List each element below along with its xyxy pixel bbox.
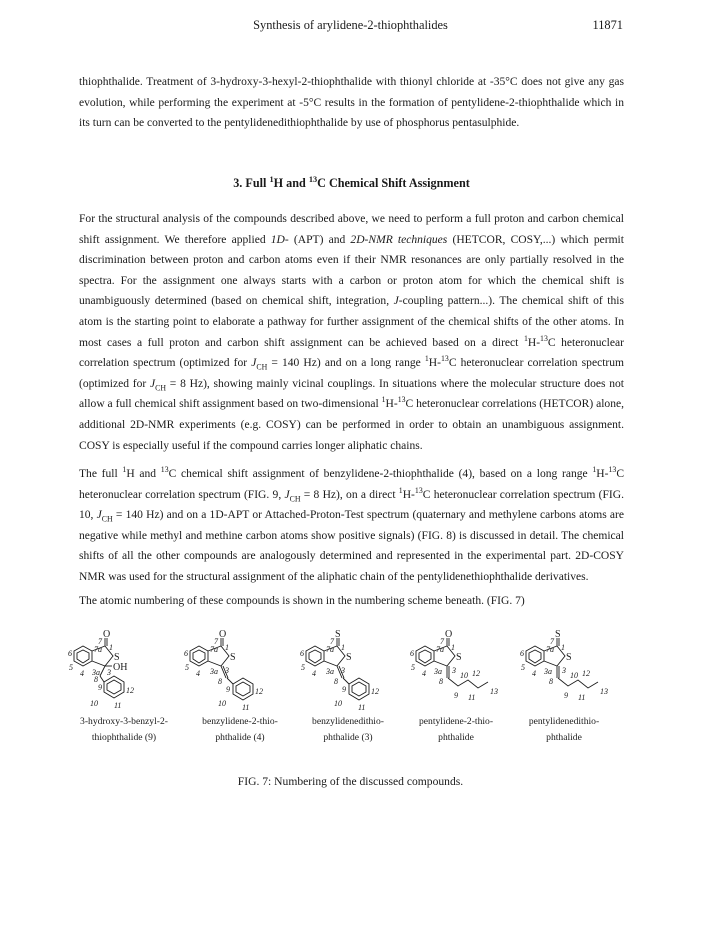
numbering-scheme-figure	[68, 628, 648, 712]
heading-text: C Chemical Shift Assignment	[317, 176, 470, 190]
caption-line: benzylidenedithio-	[312, 716, 384, 727]
atom-label: 7	[550, 637, 554, 646]
caption-line: phthalide	[438, 732, 474, 743]
atom-label: 7a	[326, 645, 334, 654]
atom-S: S	[230, 652, 236, 663]
heading-text: 3. Full	[233, 176, 270, 190]
compound-caption	[400, 714, 512, 746]
atom-label: 13	[600, 687, 608, 696]
atom-label: 9	[342, 685, 346, 694]
atom-label: 8	[334, 677, 338, 686]
atom-S: S	[335, 629, 341, 640]
atom-label: 5	[301, 663, 305, 672]
text-run: H and	[126, 468, 161, 480]
atom-label: 3	[225, 666, 229, 675]
atom-label: 7	[330, 637, 334, 646]
atom-label: 7	[440, 637, 444, 646]
atom-label: 4	[422, 669, 426, 678]
atom-label: 7	[214, 637, 218, 646]
atom-label: 10	[90, 699, 98, 708]
atom-label: 6	[410, 649, 414, 658]
text-run: The atomic numbering of these compounds is shown in the numbering scheme beneath. (FIG. 7)	[79, 595, 525, 607]
sup-run: 1	[523, 333, 528, 343]
atom-label: 8	[549, 677, 553, 686]
compound-caption	[292, 714, 404, 746]
atom-label: 8	[439, 677, 443, 686]
atom-label: 1	[109, 643, 113, 652]
italic-run: J	[284, 488, 290, 501]
sup-run: 13	[397, 395, 406, 405]
atom-label: 7	[98, 637, 102, 646]
intro-paragraph	[79, 72, 624, 134]
atom-label: 13	[490, 687, 498, 696]
atom-label: 11	[468, 693, 476, 702]
atom-label: 7a	[210, 645, 218, 654]
atom-label: 3	[341, 666, 345, 675]
atom-label: 10	[218, 699, 226, 708]
caption-line: phthalide (3)	[323, 732, 373, 743]
atom-S: S	[456, 652, 462, 663]
italic-run: J	[393, 295, 399, 308]
atom-label: 6	[184, 649, 188, 658]
italic-run: J	[251, 357, 257, 370]
text-run: H-	[428, 357, 441, 370]
sup-run: 1	[592, 465, 597, 475]
text-run: H-	[596, 468, 609, 480]
sub-run: CH	[155, 383, 167, 393]
atom-label: 3	[107, 668, 111, 677]
atom-OH: OH	[113, 662, 128, 673]
atom-label: 6	[68, 649, 72, 658]
italic-run: 1D-	[270, 233, 289, 246]
atom-label: 8	[218, 677, 222, 686]
caption-line: pentylidenedithio-	[528, 716, 600, 727]
atom-label: 7a	[436, 645, 444, 654]
atom-label: 3a	[92, 668, 100, 677]
text-run: = 8 Hz), showing mainly vicinal couplings. In situations where the molecular structure does not allow a full chemical shift assignment based on two-dimensional	[79, 377, 624, 411]
atom-label: 1	[341, 643, 345, 652]
paragraph-methods	[79, 209, 624, 456]
atom-label: 12	[472, 669, 480, 678]
sup-run: 13	[414, 485, 423, 495]
atom-label: 4	[312, 669, 316, 678]
atom-label: 9	[226, 685, 230, 694]
atom-label: 1	[225, 643, 229, 652]
atom-label: 9	[98, 683, 102, 692]
caption-line: phthalide (4)	[215, 732, 265, 743]
sup-run: 13	[160, 465, 169, 475]
atom-label: 6	[300, 649, 304, 658]
sub-run: CH	[256, 362, 268, 372]
paragraph-numbering	[79, 591, 624, 612]
atom-label: 12	[126, 686, 134, 695]
atom-label: 6	[520, 649, 524, 658]
running-title: Synthesis of arylidene-2-thiophthalides	[253, 18, 448, 32]
atom-label: 4	[196, 669, 200, 678]
sub-run: CH	[101, 514, 113, 524]
atom-label: 7a	[94, 645, 102, 654]
atom-label: 3a	[544, 667, 552, 676]
text-run: C heteronuclear correlation spectrum (optimized for	[79, 336, 624, 370]
text-run: C heteronuclear correlation spectrum (FIG. 9,	[79, 468, 625, 501]
caption-line: phthalide	[546, 732, 582, 743]
italic-run: J	[150, 377, 156, 390]
atom-label: 5	[69, 663, 73, 672]
section-heading	[79, 176, 624, 191]
atom-label: 8	[94, 675, 98, 684]
atom-S: S	[346, 652, 352, 663]
sup-run: 1	[398, 485, 403, 495]
atom-label: 9	[454, 691, 458, 700]
text-run: C heteronuclear correlation spectrum (FIG. 10,	[79, 488, 624, 522]
atom-label: 1	[451, 643, 455, 652]
caption-line: thiophthalide (9)	[91, 732, 157, 743]
sup-run: 13	[608, 465, 617, 475]
caption-line: benzylidene-2-thio-	[202, 716, 278, 727]
structures-svg	[68, 628, 648, 712]
compound-caption	[508, 714, 620, 746]
atom-label: 12	[582, 669, 590, 678]
atom-S: S	[566, 652, 572, 663]
text-run: For the structural analysis of the compounds described above, we need to perform a full proton and carbon chemical shift assignment. We therefore applied	[79, 213, 624, 246]
sub-run: CH	[289, 493, 301, 503]
atom-label: 12	[371, 687, 379, 696]
paragraph-assignment	[79, 464, 624, 588]
atom-label: 4	[532, 669, 536, 678]
atom-label: 1	[561, 643, 565, 652]
caption-line: pentylidene-2-thio-	[418, 716, 494, 727]
text-run: = 140 Hz) and on a 1D-APT or Attached-Proton-Test spectrum (quaternary and methylene carbons atoms are negative while methyl and methine carbon atoms show positive signals) (FIG. 8) is discussed in detail. The chemical shifts of all the other compounds are analogously determined and represented in the experimental part. 2D-COSY NMR was used for the structural assignment of the aliphatic chain of the pentylidenethiophthalide derivatives.	[79, 509, 625, 583]
page-number: 11871	[592, 18, 623, 32]
atom-label: 11	[242, 703, 250, 712]
atom-label: 5	[521, 663, 525, 672]
text-run: = 8 Hz), on a direct	[300, 488, 399, 501]
caption-line: 3-hydroxy-3-benzyl-2-	[80, 716, 168, 727]
atom-label: 7a	[546, 645, 554, 654]
atom-O: O	[219, 629, 227, 640]
text-run: -coupling pattern...). The chemical shift of this atom is the starting point to elaborate a pathway for further assignment of the chemical shifts of the other atoms. In most cases a full proton and carbon shift assignment can be achieved based on a direct	[79, 295, 624, 349]
atom-label: 3	[452, 666, 456, 675]
compound-caption	[184, 714, 296, 746]
italic-run: J	[96, 509, 102, 522]
atom-O: O	[103, 629, 111, 640]
atom-S: S	[114, 652, 120, 663]
atom-label: 3a	[326, 667, 334, 676]
text-run: H-	[402, 488, 415, 501]
sup-run: 1	[122, 465, 127, 475]
intro-text: thiophthalide. Treatment of 3-hydroxy-3-hexyl-2-thiophthalide with thionyl chloride at -35°C does not give any gas evolution, while performing the experiment at -5°C results in the formation of pentylidene-2-thiophthalide which in its turn can be converted to the pentylidenedithiophthalide by use of phosphorus pentasulphide.	[79, 76, 624, 130]
atom-label: 5	[185, 663, 189, 672]
atom-label: 9	[564, 691, 568, 700]
atom-label: 10	[460, 671, 468, 680]
text-run: C heteronuclear correlations (HETCOR) alone, additional 2D-NMR experiments (e.g. COSY) can be performed in order to obtain an unambiguous assignment. COSY is especially useful if the compound carries longer aliphatic chains.	[79, 398, 624, 452]
heading-text: H and	[273, 176, 309, 190]
atom-label: 11	[358, 703, 366, 712]
italic-run: 2D-NMR techniques	[350, 233, 448, 246]
heading-sup: 13	[308, 174, 318, 184]
text-run: = 140 Hz) and on a long range	[267, 357, 425, 370]
atom-label: 11	[114, 701, 122, 710]
text-run: (HETCOR, COSY,...) which permit discrimination between proton and carbon atoms even if their NMR resonances are only partially resolved in the spectra. For the assignment one always starts with a carbon or proton atom for which the chemical shift is unambiguously determined (based on chemical shift, integration,	[79, 233, 624, 308]
atom-label: 5	[411, 663, 415, 672]
sup-run: 13	[540, 333, 548, 343]
text-run: C heteronuclear correlation spectrum (optimized for	[79, 357, 624, 390]
atom-label: 3a	[210, 667, 218, 676]
heading-sup: 1	[269, 174, 274, 184]
text-run: C chemical shift assignment of benzylidene-2-thiophthalide (4), based on a long range	[168, 468, 593, 480]
atom-O: O	[445, 629, 453, 640]
sup-run: 13	[440, 354, 449, 364]
compound-caption	[68, 714, 180, 746]
atom-label: 12	[255, 687, 263, 696]
text-run: H-	[385, 398, 398, 411]
atom-label: 3a	[434, 667, 442, 676]
atom-label: 11	[578, 693, 586, 702]
atom-label: 3	[562, 666, 566, 675]
atom-S: S	[555, 629, 561, 640]
atom-label: 10	[570, 671, 578, 680]
text-run: The full	[79, 468, 123, 480]
text-run: H-	[527, 336, 541, 349]
sup-run: 1	[381, 395, 386, 405]
figure-caption: FIG. 7: Numbering of the discussed compounds.	[237, 775, 464, 788]
text-run: (APT) and	[288, 233, 351, 246]
atom-label: 4	[80, 669, 84, 678]
sup-run: 1	[424, 354, 429, 364]
atom-label: 10	[334, 699, 342, 708]
